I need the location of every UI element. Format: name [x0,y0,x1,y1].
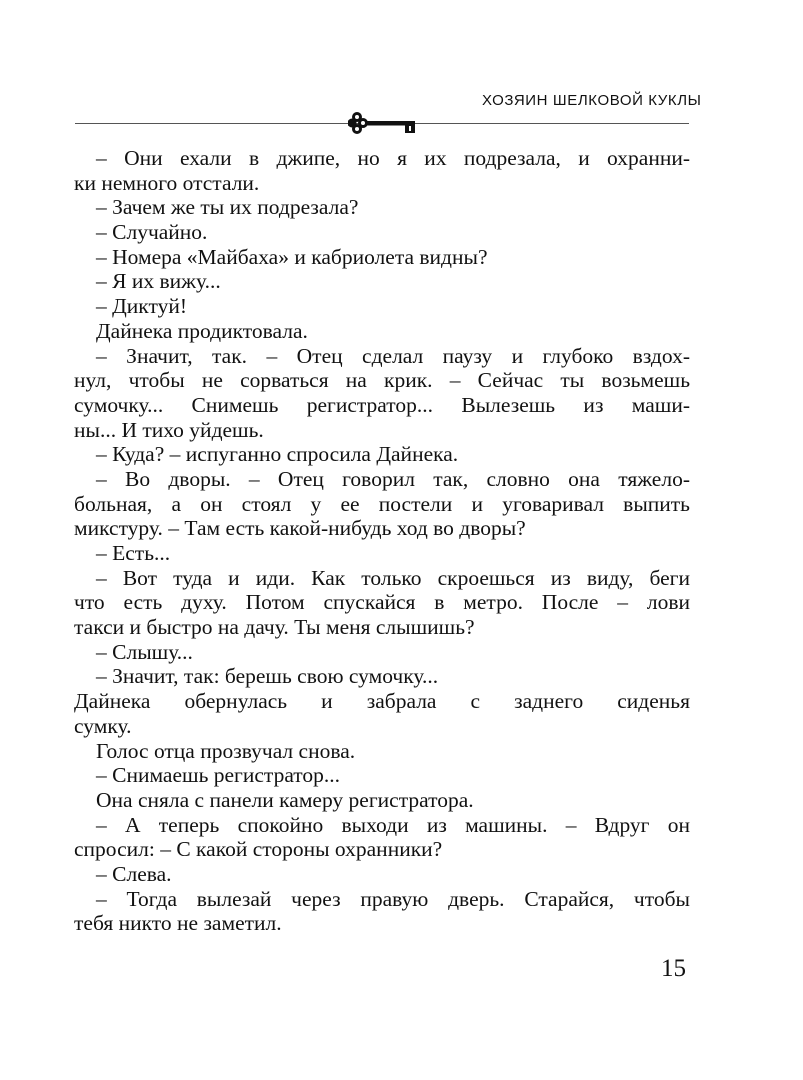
text-line: – Вот туда и иди. Как только скроешься из виду, беги [96,565,690,590]
text-line: – Куда? – испуганно спросила Дайнека. [96,442,459,467]
text-line: – Значит, так: берешь свою сумочку... [96,664,439,689]
key-icon [348,110,420,136]
text-line: – Они ехали в джипе, но я их подрезала, и охранни- [96,146,690,170]
text-line: микстуру. – Там есть какой-нибудь ход во дворы? [74,516,526,541]
text-line: – Зачем же ты их подрезала? [96,195,359,220]
text-line: – А теперь спокойно выходи из машины. – Вдруг он [96,812,690,837]
text-line: ны... И тихо уйдешь. [74,417,264,442]
text-line: Дайнека обернулась и забрала с заднего сиденья [74,689,690,714]
text-line: Дайнека продиктовала. [96,318,308,343]
text-line: – Снимаешь регистратор... [96,763,341,788]
text-line: сумочку... Снимешь регистратор... Вылезешь из маши- [74,392,690,417]
text-line: нул, чтобы не сорваться на крик. – Сейчас ты возьмешь [74,368,690,393]
page-number: 15 [661,955,686,982]
text-line: – Значит, так. – Отец сделал паузу и глубоко вздох- [96,343,690,368]
text-line: больная, а он стоял у ее постели и уговаривал выпить [74,491,690,516]
text-line: спросил: – С какой стороны охранники? [74,837,443,862]
text-line: Голос отца прозвучал снова. [96,738,356,763]
running-head: ХОЗЯИН ШЕЛКОВОЙ КУКЛЫ [482,92,702,109]
body-text [74,146,690,936]
text-line: такси и быстро на дачу. Ты меня слышишь? [74,615,475,640]
text-line: – Диктуй! [96,294,187,319]
text-line: что есть духу. Потом спускайся в метро. После – лови [74,590,690,615]
text-line: – Есть... [96,541,171,565]
text-line: – Тогда вылезай через правую дверь. Старайся, чтобы [96,886,690,911]
text-line: – Я их вижу... [96,269,221,294]
text-line: – Случайно. [96,220,208,245]
text-line: сумку. [74,713,132,738]
text-line: – Во дворы. – Отец говорил так, словно она тяжело- [96,466,690,491]
text-line: – Слева. [96,861,172,886]
text-line: ки немного отстали. [74,170,260,195]
text-line: – Слышу... [96,639,193,664]
text-line: Она сняла с панели камеру регистратора. [96,787,474,812]
text-line: тебя никто не заметил. [74,911,282,936]
text-line: – Номера «Майбаха» и кабриолета видны? [96,244,488,269]
